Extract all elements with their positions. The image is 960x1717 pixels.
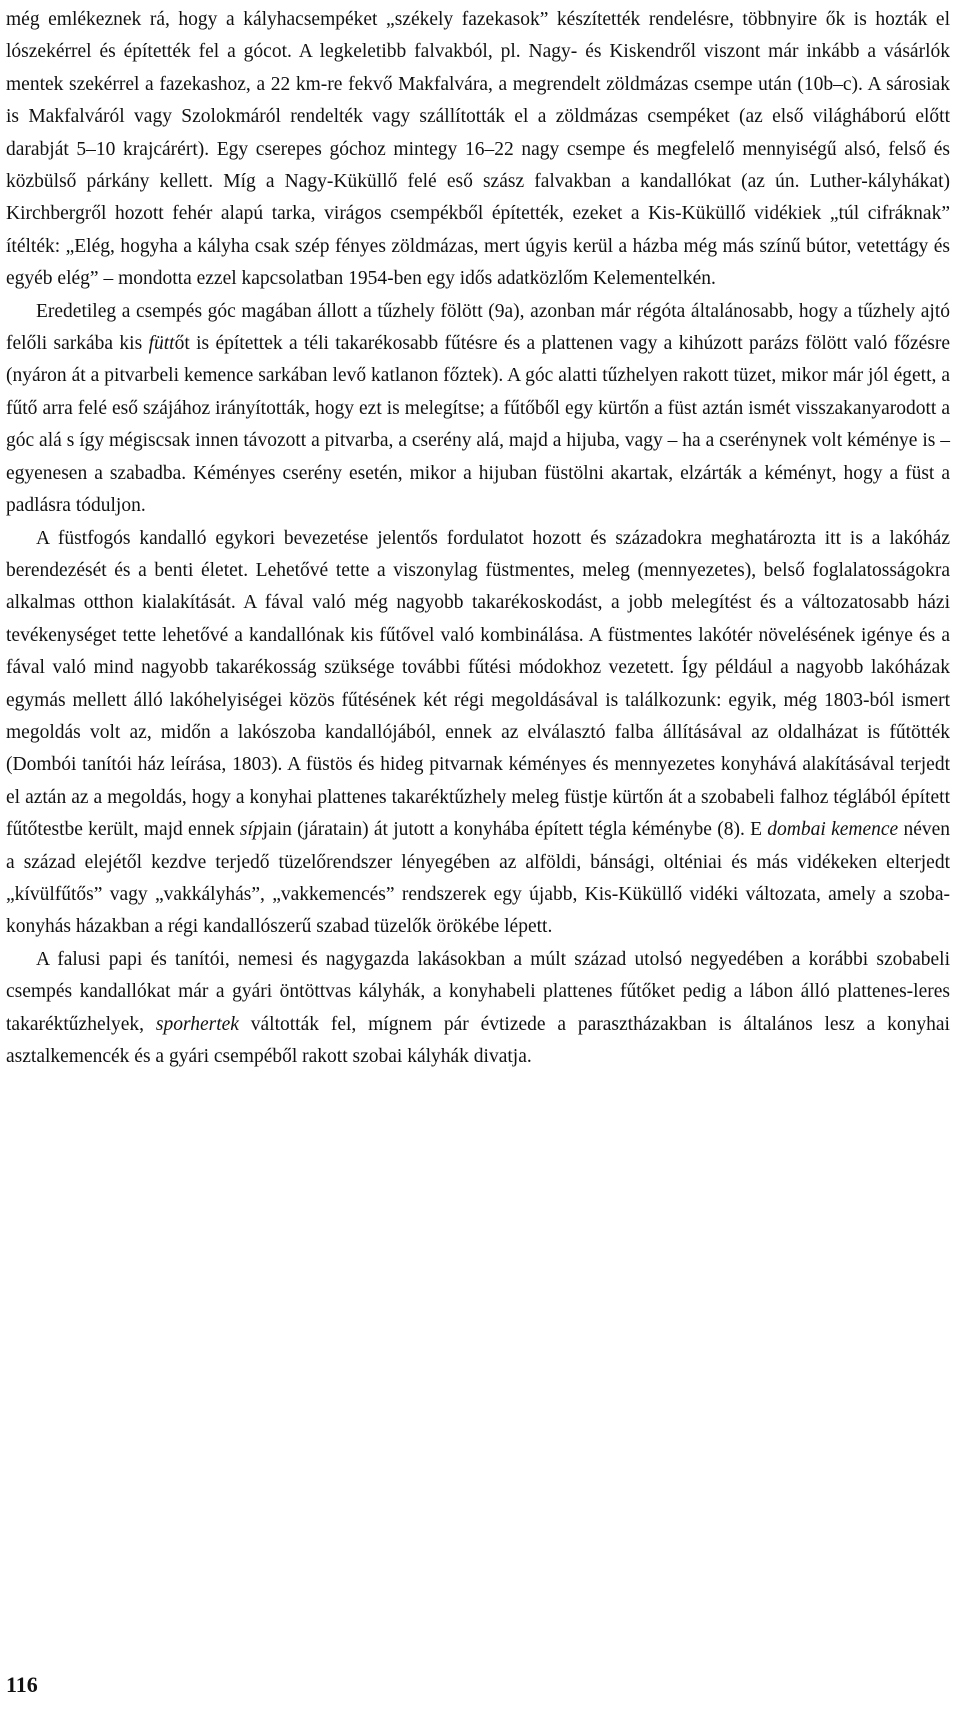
paragraph	[6, 4, 950, 296]
italic-term: dombai kemence	[767, 819, 899, 841]
italic-term: fütt	[148, 333, 175, 355]
paragraph	[6, 523, 950, 944]
paragraph-text: néven a század elejétől kezdve terjedő tüzelőrendszer lényegében az alföldi, bánsági, olténiai és más vidékeken elterjedt „kívülfűtős” vagy „vakkályhás”, „vakkemencés” rendszerek egy újabb, Kis-Küküllő vidéki változata, amely a szoba-konyhás házakban a régi kandallószerű szabad tüzelők örökébe lépett.	[6, 819, 951, 938]
paragraph	[6, 296, 950, 523]
page-number: 116	[6, 1672, 38, 1697]
paragraph	[6, 944, 950, 1074]
paragraph-text: A falusi papi és tanítói, nemesi és nagygazda lakásokban a múlt század utolsó negyedében a korábbi szobabeli csempés kandallókat már a gyári öntöttvas kályhák, a konyhabeli plattenes fűtőket pedig a lábon álló plattenes-leres takaréktűzhelyek,	[6, 948, 950, 1035]
paragraph-text: jain (járatain) át jutott a konyhába épített tégla kéménybe (8). E	[262, 819, 768, 841]
paragraph-text: A füstfogós kandalló egykori bevezetése jelentős fordulatot hozott és századokra meghatározta itt is a lakóház berendezését és a benti életet. Lehetővé tette a viszonylag füstmentes, meleg (mennyezetes), belső foglalatosságokra alkalmas otthon kialakítását. A fával való még nagyobb takarékoskodást, a jobb melegítést és a változatosabb házi tevékenységet tette lehetővé a kandallónak kis fűtővel való kombinálása. A füstmentes lakótér növelésének igénye és a fával való mind nagyobb takarékosság szüksége további fűtési módokhoz vezetett. Így például a nagyobb lakóházak egymás mellett álló lakóhelyiségei közös fűtésének két régi megoldásával is találkozunk: egyik, még 1803-ból ismert megoldás volt az, midőn a lakószoba kandallójából, ennek az elválasztó falba állításával az oldalházat is fűtötték (Dombói tanítói ház leírása, 1803). A füstös és hideg pitvarnak kéményes és mennyezetes konyhává alakításával terjedt el aztán az a megoldás, hogy a konyhai plattenes takaréktűzhely meleg füstje kürtőn át a szobabeli falhoz téglából épített fűtőtestbe került, majd ennek	[6, 527, 950, 841]
paragraph-text: őt is építettek a téli takarékosabb fűtésre és a plattenen vagy a kihúzott parázs fölött való főzésre (nyáron át a pitvarbeli kemence sarkában levő katlanon főztek). A góc alatti tűzhelyen rakott tüzet, mikor már jól égett, a fűtő arra felé eső szájához irányították, hogy ezt is melegítse; a fűtőből egy kürtőn a füst aztán ismét visszakanyarodott a góc alá s így mégiscsak innen távozott a pitvarba, a cserény alá, majd a hijuba, vagy – ha a cserénynek volt kéménye is – egyenesen a szabadba. Kéményes cserény esetén, mikor a hijuban füstölni akartak, elzárták a kéményt, hogy a füst a padlásra tóduljon.	[6, 333, 950, 517]
paragraph-text: váltották fel, mígnem pár évtizede a parasztházakban is általános lesz a konyhai asztalkemencék és a gyári csempéből rakott szobai kályhák divatja.	[6, 1013, 950, 1067]
body-text	[6, 4, 950, 1073]
italic-term: sporhertek	[155, 1013, 239, 1035]
paragraph-text: Eredetileg a csempés góc magában állott a tűzhely fölött (9a), azonban már régóta általánosabb, hogy a tűzhely ajtó felőli sarkába kis	[6, 300, 950, 355]
italic-term: síp	[239, 819, 263, 841]
paragraph-text: még emlékeznek rá, hogy a kályhacsempéket „székely fazekasok” készítették rendelésre, többnyire ők is hozták el lószekérrel és építették fel a gócot. A legkeletibb falvakból, pl. Nagy- és Kiskendről viszont már inkább a vásárlók mentek szekérrel a fazekashoz, a 22 km-re fekvő Makfalvára, a megrendelt zöldmázas csempe után (10b–c). A sárosiak is Makfalváról vagy Szolokmáról rendelték vagy szállították el a zöldmázas csempéket (az első világháború előtt darabját 5–10 krajcárért). Egy cserepes góchoz mintegy 16–22 nagy csempe és megfelelő mennyiségű alsó, felső és közbülső párkány kellett. Míg a Nagy-Küküllő felé eső szász falvakban a kandallókat (az ún. Luther-kályhákat) Kirchbergről hozott fehér alapú tarka, virágos csempékből építették, ezeket a Kis-Küküllő vidékiek „túl cifráknak” ítélték: „Elég, hogyha a kályha csak szép fényes zöldmázas, mert úgyis kerül a házba még más színű bútor, vetettágy és egyéb elég” – mondotta ezzel kapcsolatban 1954-ben egy idős adatközlőm Kelementelkén.	[6, 9, 950, 290]
